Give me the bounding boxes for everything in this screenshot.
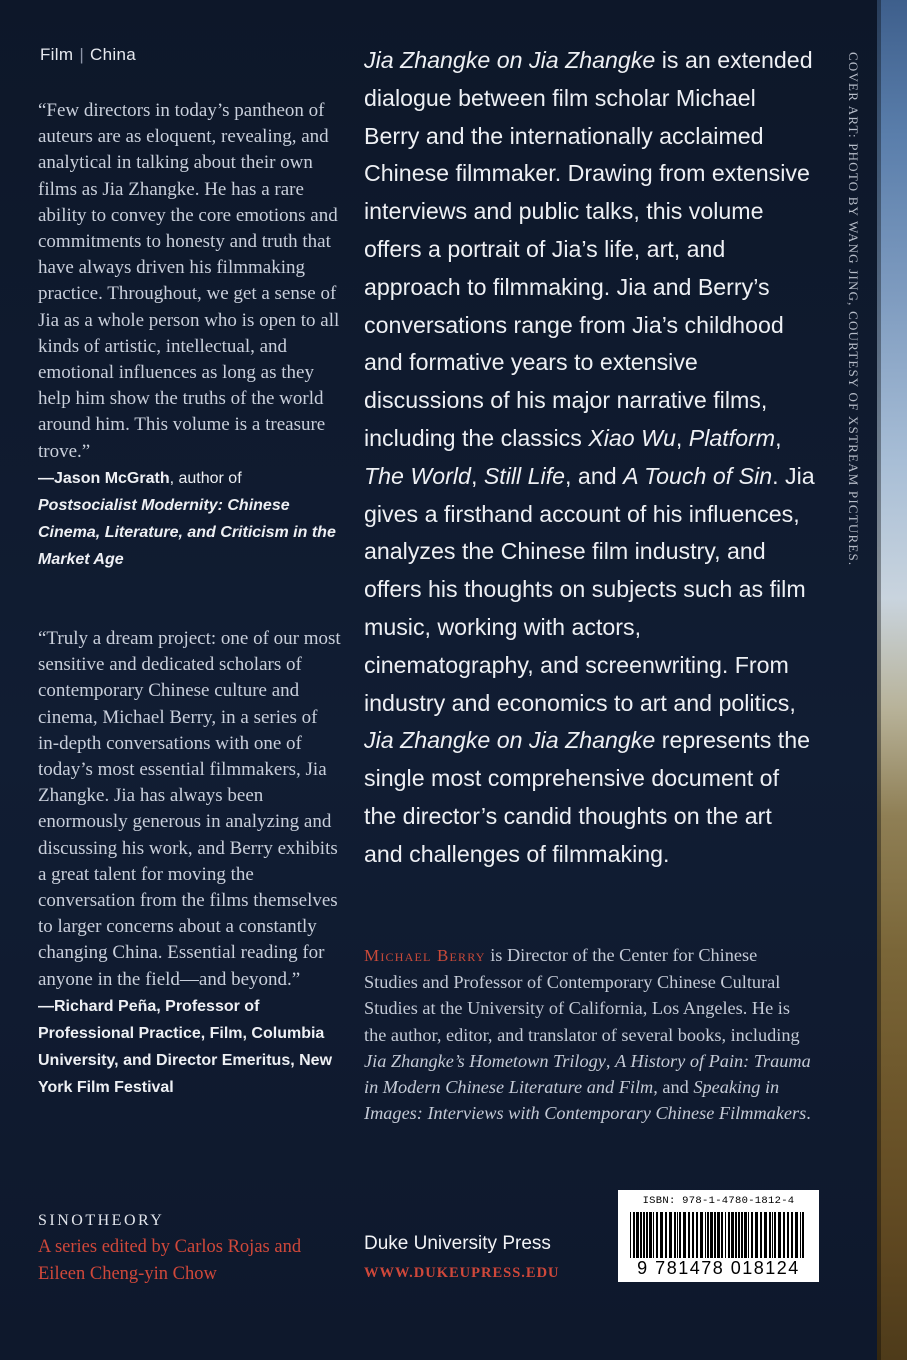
film-title: Still Life <box>483 462 566 489</box>
book-description <box>364 42 816 874</box>
blurb-attribution <box>38 998 332 1097</box>
barcode-bar <box>630 1212 631 1258</box>
barcode-bar <box>764 1212 767 1258</box>
bio-text: is Director of the Center for Chinese Studies and Professor of Contemporary Chinese Cultural Studies at the University of California, Los Angeles. He is the author, editor, and translator of several books, including <box>364 945 800 1045</box>
barcode-bar <box>787 1212 789 1258</box>
barcode-bar <box>717 1212 720 1258</box>
description-text: is an extended dialogue between film scholar Michael Berry and the internationally acclaimed Chinese filmmaker. Drawing from extensive interviews and public talks, this volume offers a portrait of Jia’s life, art, and approach to filmmaking. Jia and Berry’s conversations range from Jia’s childhood and formative years to extensive discussions of his major narrative films, including the classics <box>364 47 813 451</box>
isbn-number: ISBN: 978-1-4780-1812-4 <box>642 1195 795 1207</box>
bio-book-title: Speaking in Images: Interviews with Contemporary Chinese Filmmakers <box>364 1077 807 1124</box>
barcode-bar <box>679 1212 681 1258</box>
barcode-bar <box>728 1212 730 1258</box>
category-separator: | <box>79 45 85 64</box>
book-title-italic: Jia Zhangke on Jia Zhangke <box>364 727 656 754</box>
bio-book-title: Jia Zhangke’s Hometown Trilogy <box>364 1050 606 1071</box>
comma: , <box>470 462 484 489</box>
barcode-bars <box>630 1212 807 1258</box>
series-info <box>38 1207 338 1288</box>
barcode-bar <box>707 1212 709 1258</box>
publisher-url: WWW.DUKEUPRESS.EDU <box>364 1265 560 1281</box>
barcode-bar <box>714 1212 716 1258</box>
barcode-bar <box>692 1212 694 1258</box>
barcode-bar <box>649 1212 652 1258</box>
book-title-italic: Jia Zhangke on Jia Zhangke <box>364 47 656 73</box>
cover-photo-edge <box>877 0 907 1360</box>
period: . <box>806 1103 811 1124</box>
barcode-bar <box>774 1212 776 1258</box>
blurb-attribution <box>38 470 336 569</box>
film-title: A Touch of Sin <box>623 462 773 489</box>
barcode-bar <box>783 1212 785 1258</box>
barcode-digits: 9 781478 018124 <box>637 1258 800 1278</box>
barcode-bar <box>744 1212 747 1258</box>
barcode-bar <box>760 1212 762 1258</box>
barcode-bar <box>791 1212 793 1258</box>
comma: , <box>775 424 782 451</box>
blurb-role: , author of <box>169 469 242 487</box>
barcode-bar <box>710 1212 713 1258</box>
barcode-bar <box>769 1212 771 1258</box>
description-text: . Jia gives a firsthand account of his influences, analyzes the Chinese film industry, and offers his thoughts on subjects such as film music, working with actors, cinematography, and screenwriting. From industry and economics to art and politics, <box>364 462 815 716</box>
film-title: Xiao Wu <box>588 424 676 451</box>
barcode-bar <box>696 1212 698 1258</box>
barcode-bar <box>665 1212 667 1258</box>
blurb-text: “Truly a dream project: one of our most sensitive and dedicated scholars of contemporary Chinese culture and cinema, Michael Berry, in a series of in-depth conversations with one of today’s most essential filmmakers, Jia Zhangke. Jia has always been enormously generous in analyzing and discussing his work, and Berry exhibits a great talent for moving the conversation from the films themselves to larger concerns about a constantly changing China. Essential reading for anyone in the field—and beyond.” <box>38 628 341 990</box>
barcode-bar <box>795 1212 798 1258</box>
barcode-bar <box>674 1212 676 1258</box>
conjunction: , and <box>565 462 624 489</box>
barcode-bar <box>646 1212 648 1258</box>
barcode-bar <box>688 1212 690 1258</box>
author-bio <box>364 942 814 1126</box>
blurb-mcgrath <box>38 98 341 574</box>
barcode-bar <box>683 1212 686 1258</box>
publisher-name: Duke University Press <box>364 1233 551 1254</box>
blurb-author: —Richard Peña <box>38 997 157 1015</box>
barcode-bar <box>705 1212 706 1258</box>
cover-art-credit: COVER ART: PHOTO BY WANG JING, COURTESY OF XSTREAM PICTURES. <box>846 52 861 567</box>
blurb-book-title: Postsocialist Modernity: Chinese Cinema, Literature, and Criticism in the Market Age <box>38 497 336 569</box>
bio-book-title: A History of Pain: Trauma in Modern Chinese Literature and Film <box>364 1050 811 1098</box>
blurb-pena <box>38 626 341 1102</box>
comma: , <box>675 424 689 451</box>
barcode-bar <box>731 1212 734 1258</box>
description-text: represents the single most comprehensive document of the director’s candid thoughts on the art and challenges of filmmaking. <box>364 727 810 867</box>
barcode-bar <box>772 1212 773 1258</box>
category-film: Film <box>40 45 74 64</box>
barcode-bar <box>677 1212 678 1258</box>
series-label: SINOTHEORY <box>38 1212 165 1229</box>
barcode-bar <box>636 1212 639 1258</box>
barcode-bar <box>656 1212 658 1258</box>
barcode-bar <box>721 1212 723 1258</box>
series-editors: A series edited by Carlos Rojas and Eileen Cheng-yin Chow <box>38 1237 302 1284</box>
barcode-bar <box>643 1212 645 1258</box>
author-name: Michael Berry <box>364 946 486 965</box>
film-title: Platform <box>688 424 776 451</box>
barcode-bar <box>778 1212 781 1258</box>
barcode-bar <box>735 1212 737 1258</box>
comma: , <box>605 1050 616 1071</box>
barcode-bar <box>802 1212 804 1258</box>
barcode-bar <box>748 1212 749 1258</box>
film-title: The World <box>364 462 471 489</box>
barcode-bar <box>741 1212 743 1258</box>
conjunction: , and <box>653 1077 694 1098</box>
barcode-bar <box>725 1212 726 1258</box>
barcode-bar <box>653 1212 654 1258</box>
barcode-bar <box>751 1212 753 1258</box>
barcode-bar <box>700 1212 703 1258</box>
barcode-bar <box>640 1212 642 1258</box>
barcode-bar <box>738 1212 740 1258</box>
category-china: China <box>90 45 136 64</box>
blurb-role: , Professor of Professional Practice, Film, Columbia University, and Director Emeritus, New York Film Festival <box>38 997 333 1097</box>
barcode-bar <box>669 1212 672 1258</box>
blurb-text: “Few directors in today’s pantheon of auteurs are as eloquent, revealing, and analytical in talking about their own films as Jia Zhangke. He has a rare ability to convey the core emotions and commitments to honesty and truth that have always driven his filmmaking practice. Throughout, we get a sense of Jia as a whole person who is open to all kinds of artistic, intellectual, and emotional influences as long as they help him show the truths of the world around him. This volume is a treasure trove.” <box>38 100 340 462</box>
barcode-bar <box>800 1212 801 1258</box>
barcode-bar <box>633 1212 635 1258</box>
barcode-bar <box>755 1212 758 1258</box>
isbn-barcode <box>618 1190 819 1282</box>
blurb-author: —Jason McGrath <box>38 469 170 487</box>
barcode-bar <box>660 1212 663 1258</box>
category-label <box>40 45 136 65</box>
